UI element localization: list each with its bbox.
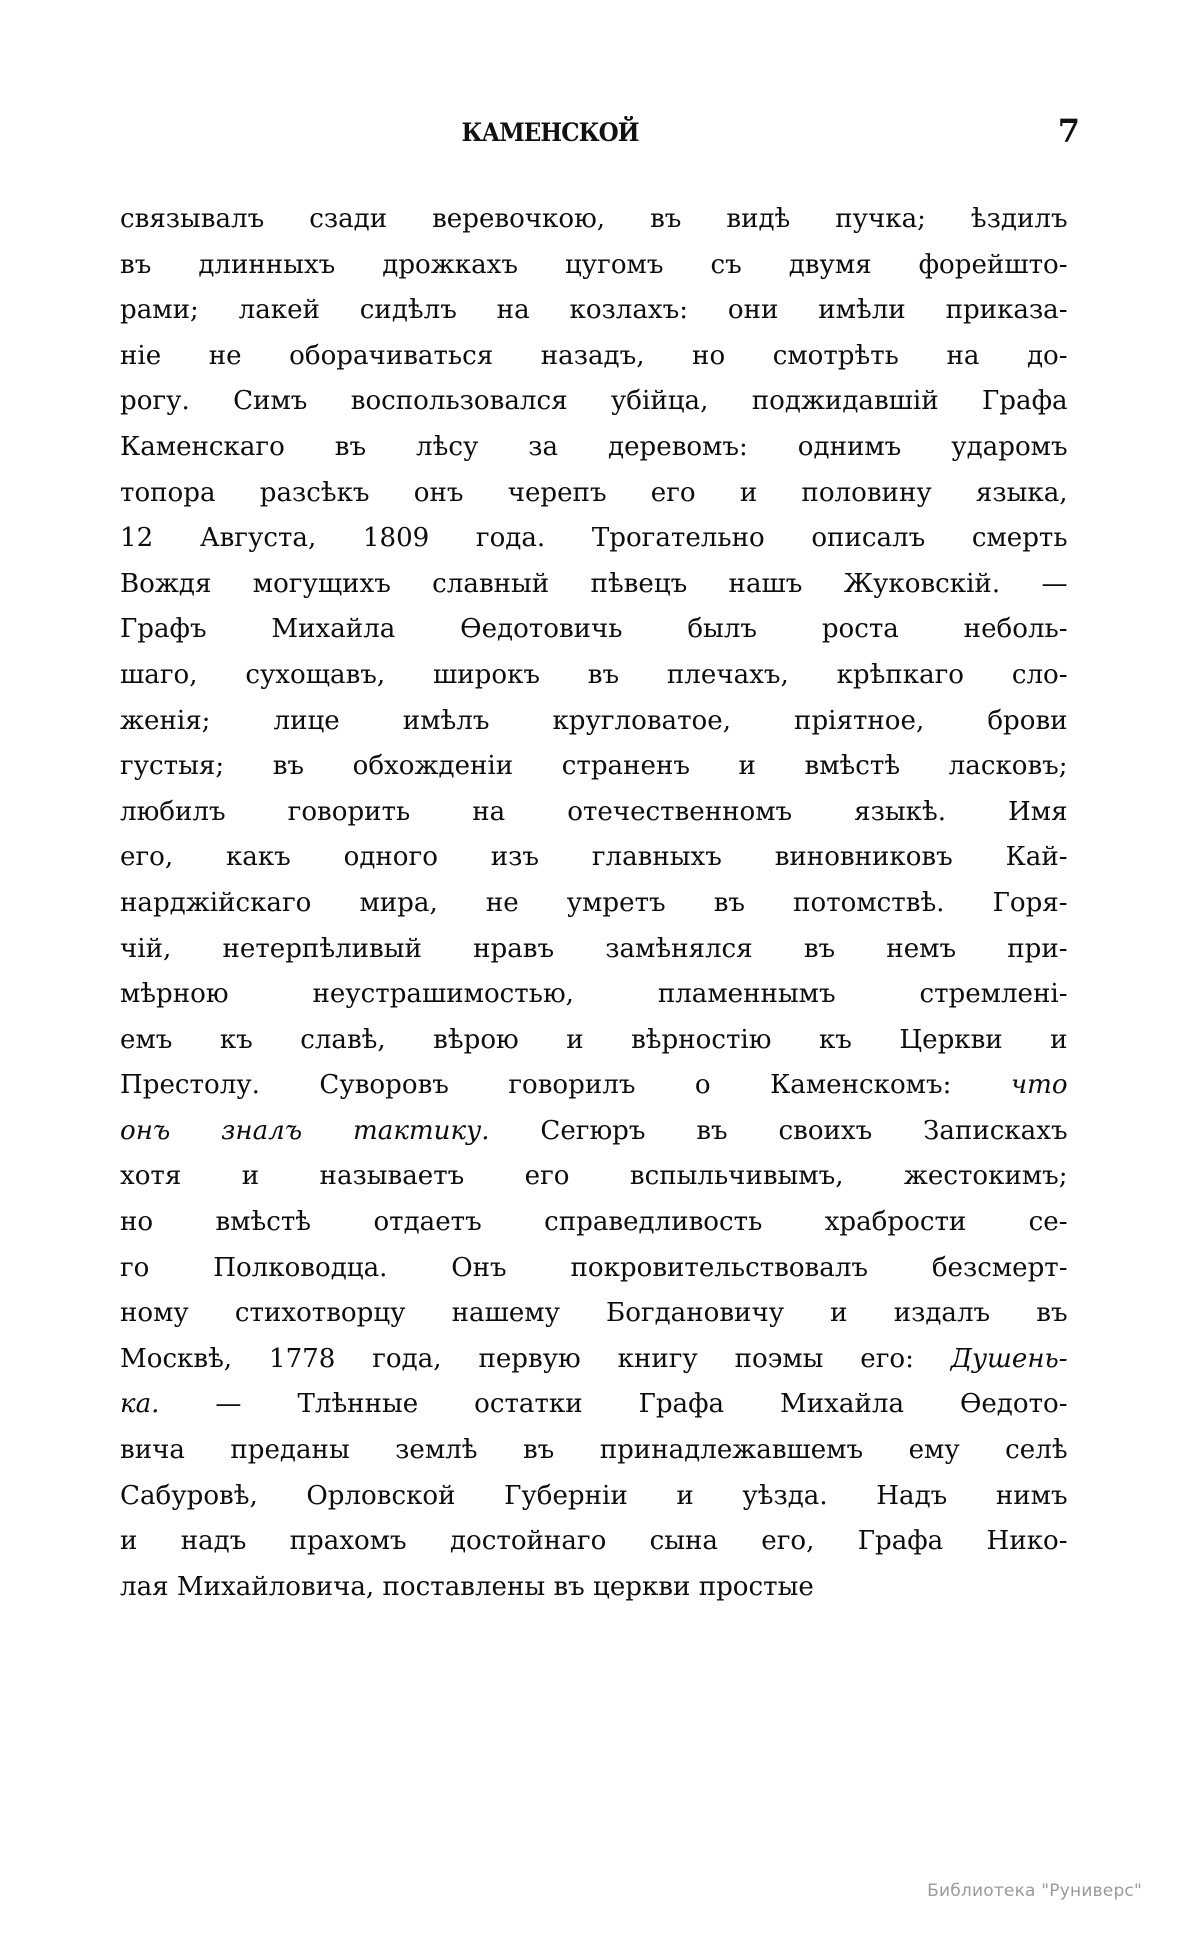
text-line: ніе не оборачиваться назадъ, но смотрѣть на до-	[120, 339, 1068, 371]
text-line: хотя и называетъ его вспыльчивымъ, жестокимъ;	[120, 1160, 1068, 1192]
text-line: Москвѣ, 1778 года, первую книгу поэмы его: Душень-	[120, 1342, 1068, 1374]
text-line: вича преданы землѣ въ принадлежавшемъ ему селѣ	[120, 1434, 1068, 1466]
text-line: мѣрною неустрашимостью, пламеннымъ стремлені-	[120, 978, 1068, 1010]
text-line: рами; лакей сидѣлъ на козлахъ: они имѣли приказа-	[120, 294, 1068, 326]
text-line: Сабуровѣ, Орловской Губерніи и уѣзда. Надъ нимъ	[120, 1479, 1068, 1511]
library-watermark: Библиотека "Руниверс"	[927, 1881, 1142, 1901]
text-line: онъ зналъ тактику. Сегюръ въ своихъ Запискахъ	[120, 1114, 1068, 1146]
text-line: Графъ Михайла Ѳедотовичь былъ роста неболь-	[120, 613, 1068, 645]
page-number: 7	[1057, 112, 1080, 150]
text-line: Вождя могущихъ славный пѣвецъ нашъ Жуковскій. —	[120, 567, 1068, 599]
text-line: Престолу. Суворовъ говорилъ о Каменскомъ: что	[120, 1069, 1068, 1101]
text-line: топора разсѣкъ онъ черепъ его и половину языка,	[120, 476, 1068, 508]
text-line: Каменскаго въ лѣсу за деревомъ: однимъ ударомъ	[120, 430, 1068, 462]
text-line: въ длинныхъ дрожкахъ цугомъ съ двумя форейшто-	[120, 248, 1068, 280]
text-line: и надъ прахомъ достойнаго сына его, Графа Нико-	[120, 1525, 1068, 1557]
text-line: шаго, сухощавъ, широкъ въ плечахъ, крѣпкаго сло-	[120, 658, 1068, 690]
text-line: его, какъ одного изъ главныхъ виновниковъ Кай-	[120, 841, 1068, 873]
text-line: любилъ говорить на отечественномъ языкѣ. Имя	[120, 795, 1068, 827]
text-line: нарджійскаго мира, не умретъ въ потомствѣ. Горя-	[120, 886, 1068, 918]
body-text	[120, 196, 1082, 1609]
running-title: КАМЕНСКОЙ	[461, 118, 639, 147]
text-line: но вмѣстѣ отдаетъ справедливость храбрости се-	[120, 1206, 1068, 1238]
text-line: густыя; въ обхожденіи страненъ и вмѣстѣ ласковъ;	[120, 750, 1068, 782]
text-line: связывалъ сзади веревочкою, въ видѣ пучка; ѣздилъ	[120, 203, 1068, 234]
text-line: 12 Августа, 1809 года. Трогательно описалъ смерть	[120, 522, 1068, 554]
text-line: ка. — Тлѣнные остатки Графа Михайла Ѳедото-	[120, 1388, 1068, 1420]
text-line: емъ къ славѣ, вѣрою и вѣрностію къ Церкви и	[120, 1023, 1068, 1055]
text-line: ному стихотворцу нашему Богдановичу и издалъ въ	[120, 1297, 1068, 1329]
text-line: рогу. Симъ воспользовался убійца, поджидавшій Графа	[120, 385, 1068, 417]
text-line: чій, нетерпѣливый нравъ замѣнялся въ немъ при-	[120, 932, 1068, 964]
paragraph	[120, 196, 1082, 1609]
page-header	[120, 112, 1080, 162]
text-line: лая Михайловича, поставлены въ церкви простые	[120, 1570, 814, 1602]
text-line: женія; лице имѣлъ кругловатое, пріятное, брови	[120, 704, 1068, 736]
text-line: го Полководца. Онъ покровительствовалъ безсмерт-	[120, 1251, 1068, 1283]
